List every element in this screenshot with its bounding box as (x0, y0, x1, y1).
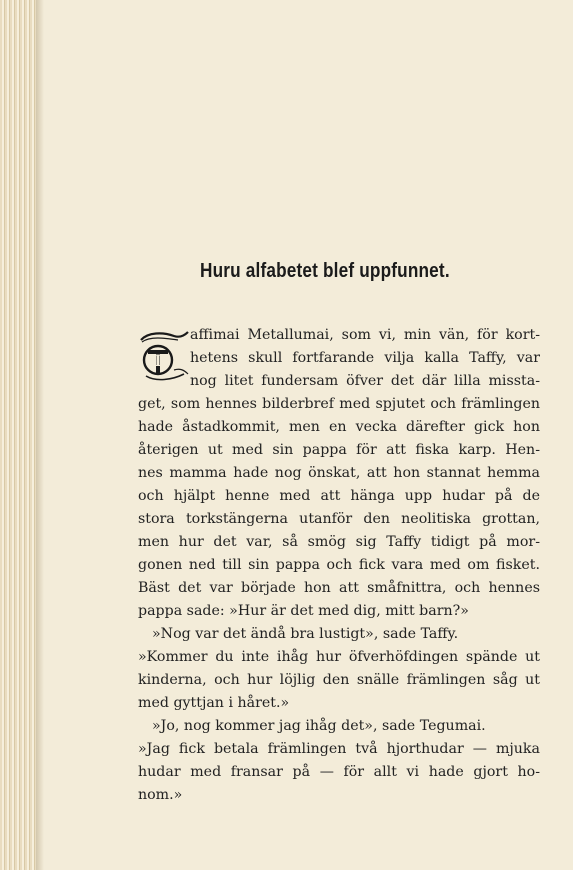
text-line: med gyttjan i håret.» (138, 695, 290, 711)
text-line: hade åstadkommit, men en vecka därefter gick hon (138, 419, 540, 435)
drop-cap-letter: T (152, 351, 164, 370)
text-line: gonen ned till sin pappa och fick vara med om fisket. (138, 557, 540, 573)
text-line: återigen ut med sin pappa för att fiska karp. Hen- (138, 442, 540, 458)
text-line: hetens skull fortfarande vilja kalla Taffy, var (190, 350, 540, 366)
chapter-title: Huru alfabetet blef uppfunnet. (200, 260, 450, 282)
text-line: stora torkstängerna utanför den neolitiska grottan, (138, 511, 540, 527)
initial-paragraph (138, 324, 540, 393)
text-line: pappa sade: »Hur är det med dig, mitt barn?» (138, 603, 469, 619)
text-line: affimai Metallumai, som vi, min vän, för kort- (190, 327, 540, 343)
text-line: »Kommer du inte ihåg hur öfverhöfdingen spände ut (138, 649, 540, 665)
text-line: »Nog var det ändå bra lustigt», sade Taffy. (152, 626, 459, 642)
text-line: kinderna, och hur löjlig den snälle främlingen såg ut (138, 672, 540, 688)
text-line: nom.» (138, 787, 183, 803)
body-paragraph-1 (138, 393, 540, 623)
text-line: och hjälpt henne med att hänga upp hudar på de (138, 488, 540, 504)
body-paragraph-2 (138, 623, 540, 715)
page-stack-edge (0, 0, 36, 870)
page-gutter-shadow (36, 0, 44, 870)
text-line: men hur det var, så smög sig Taffy tidigt på mor- (138, 534, 540, 550)
text-line: nog litet fundersam öfver det där lilla missta- (190, 373, 540, 389)
text-line: nes mamma hade nog önskat, att hon stannat hemma (138, 465, 540, 481)
body-paragraph-3 (138, 715, 540, 807)
text-line: Bäst det var började hon att småfnittra, och hennes (138, 580, 540, 596)
text-line: »Jo, nog kommer jag ihåg det», sade Tegumai. (152, 718, 486, 734)
text-line: hudar med fransar på — för allt vi hade gjort ho- (138, 764, 540, 780)
text-line: »Jag fick betala främlingen två hjorthudar — mjuka (138, 741, 540, 757)
text-line: get, som hennes bilderbref med spjutet och främlingen (138, 396, 540, 412)
